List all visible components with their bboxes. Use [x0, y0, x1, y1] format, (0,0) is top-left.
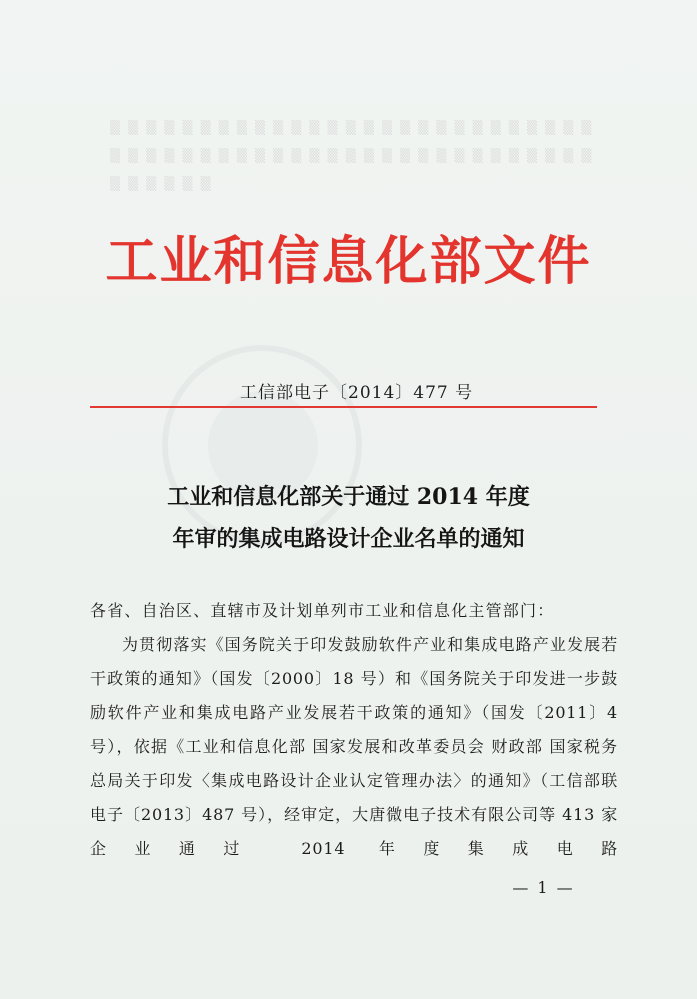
document-number: 工信部电子〔2014〕477 号: [240, 383, 474, 403]
page-number: — 1 —: [512, 878, 575, 897]
bleed-through-text: ▒ ▒ ▒ ▒ ▒ ▒ ▒ ▒ ▒ ▒ ▒ ▒ ▒ ▒ ▒ ▒ ▒ ▒ ▒ ▒ ▒ ▒ ▒ ▒ ▒ ▒ ▒: [110, 149, 594, 164]
notice-title: [0, 476, 697, 560]
bleed-through-text: ▒ ▒ ▒ ▒ ▒ ▒ ▒ ▒ ▒ ▒ ▒ ▒ ▒ ▒ ▒ ▒ ▒ ▒ ▒ ▒ ▒ ▒ ▒ ▒ ▒ ▒ ▒: [110, 121, 594, 136]
body-paragraph: 为贯彻落实《国务院关于印发鼓励软件产业和集成电路产业发展若干政策的通知》（国发〔2000〕18 号）和《国务院关于印发进一步鼓励软件产业和集成电路产业发展若干政策的通知》（国发〔2011〕4 号），依据《工业和信息化部 国家发展和改革委员会 财政部 国家税务总局关于印发〈集成电路设计企业认定管理办法〉的通知》（工信部联电子〔2013〕487 号），经审定，大唐微电子技术有限公司等 413 家企业通过 2014 年度集成电路: [90, 635, 618, 858]
salutation: 各省、自治区、直辖市及计划单列市工业和信息化主管部门：: [90, 601, 555, 620]
red-divider: [90, 406, 597, 408]
body-text: [90, 594, 618, 866]
notice-title-line-1: 工业和信息化部关于通过 2014 年度: [167, 484, 530, 510]
notice-title-line-2: 年审的集成电路设计企业名单的通知: [172, 526, 525, 552]
header-title: 工业和信息化部文件: [105, 231, 592, 292]
bleed-through-text: ▒ ▒ ▒ ▒ ▒ ▒: [110, 177, 213, 192]
